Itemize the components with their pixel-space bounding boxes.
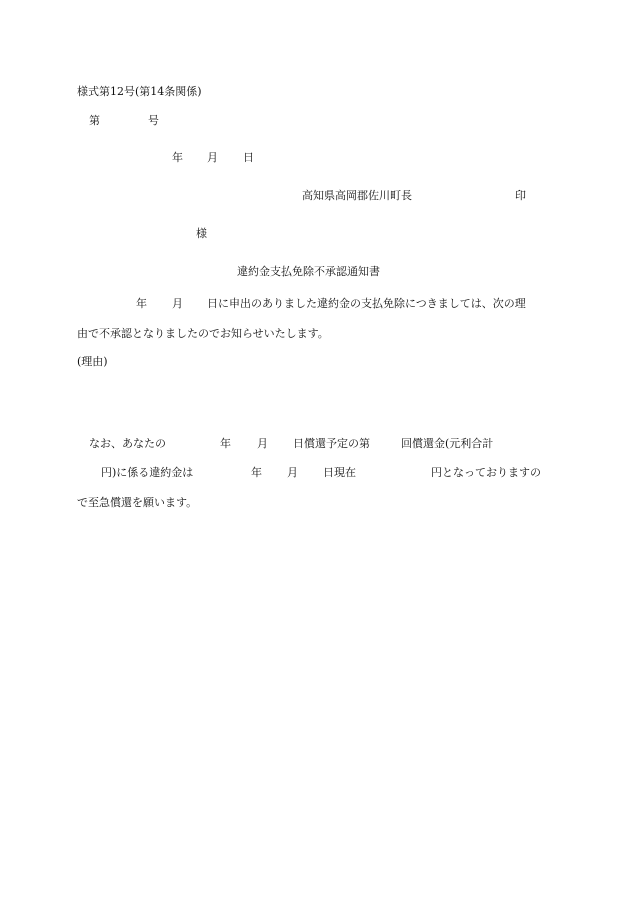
- reason-heading: (理由): [77, 355, 108, 368]
- note-line2-tail: 円となっておりますの: [431, 466, 541, 479]
- note-line1-mid: 日償還予定の第: [293, 437, 370, 450]
- note-line2-month: 月: [287, 466, 298, 479]
- document-title: 違約金支払免除不承認通知書: [237, 265, 380, 278]
- note-line1-year: 年: [220, 437, 231, 450]
- body-month: 月: [172, 297, 183, 310]
- note-line2-mid: 日現在: [323, 466, 356, 479]
- note-line1-lead: なお、あなたの: [89, 437, 166, 450]
- note-line2-lead: 円)に係る違約金は: [101, 466, 194, 479]
- doc-number-go: 号: [148, 114, 159, 127]
- note-line3-text: で至急償還を願います。: [77, 496, 198, 509]
- issuer-name: 高知県高岡郡佐川町長: [302, 189, 412, 202]
- body-year: 年: [136, 297, 147, 310]
- date-year: 年: [172, 151, 183, 164]
- date-month: 月: [207, 151, 218, 164]
- addressee-sama: 様: [196, 227, 207, 240]
- seal-mark: 印: [515, 189, 526, 202]
- note-line1-month: 月: [257, 437, 268, 450]
- form-number: 様式第12号(第14条関係): [77, 85, 202, 98]
- body-line1-text: 日に申出のありました違約金の支払免除につきましては、次の理: [207, 297, 526, 310]
- date-day: 日: [243, 151, 254, 164]
- note-line2-year: 年: [251, 466, 262, 479]
- doc-number-dai: 第: [89, 114, 100, 127]
- body-line2-text: 由で不承認となりましたのでお知らせいたします。: [77, 327, 329, 340]
- note-line1-tail: 回償還金(元利合計: [401, 437, 494, 450]
